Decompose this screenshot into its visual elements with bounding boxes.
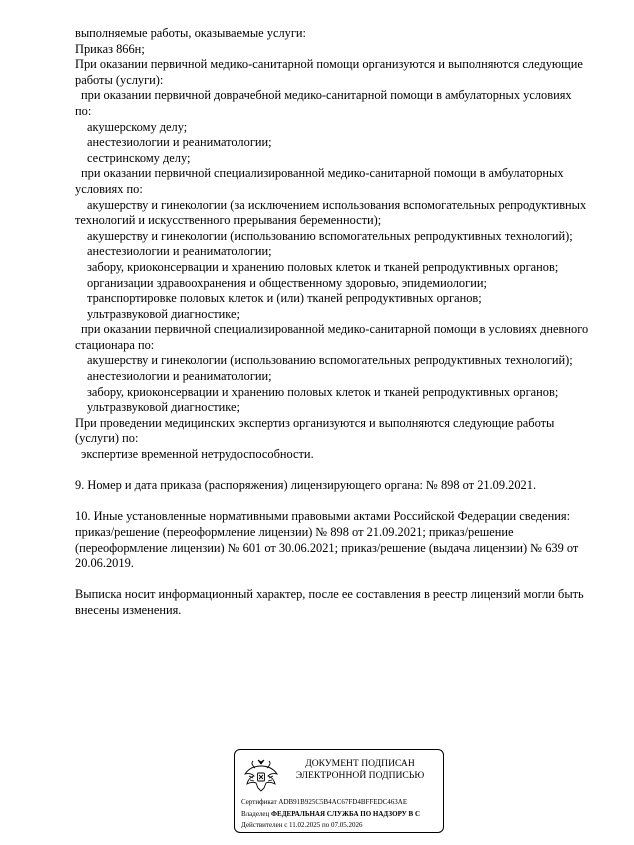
text-line: внесены изменения. (75, 602, 182, 617)
stamp-title-line2: ЭЛЕКТРОННОЙ ПОДПИСЬЮ (295, 770, 425, 781)
text-line: выполняемые работы, оказываемые услуги: (75, 26, 307, 40)
stamp-validity: Действителен с 11.02.2025 по 07.05.2026 (241, 821, 363, 829)
text-line: при оказании первичной специализированной медико-санитарной помощи в амбулаторных (81, 166, 564, 181)
stamp-owner (241, 809, 441, 821)
document-body (75, 26, 605, 619)
text-line: акушерскому делу; (87, 119, 188, 134)
text-line: акушерству и гинекологии (за исключением использования вспомогательных репродуктивных (87, 197, 587, 212)
text-line: работы (услуги): (75, 72, 164, 87)
text-line: 9. Номер и дата приказа (распоряжения) лицензирующего органа: № 898 от 21.09.2021. (75, 478, 537, 493)
text-line: ультразвуковой диагностике; (87, 306, 240, 321)
text-line: (услуги) по: (75, 431, 139, 446)
stamp-details (241, 797, 441, 832)
text-line: сестринскому делу; (87, 150, 191, 165)
blank-line (75, 572, 605, 588)
stamp-owner-name: ФЕДЕРАЛЬНАЯ СЛУЖБА ПО НАДЗОРУ В С (271, 809, 421, 818)
coat-of-arms-icon (241, 756, 281, 796)
text-line: 10. Иные установленные нормативными правовыми актами Российской Федерации сведения: (75, 509, 571, 524)
text-line: забору, криоконсервации и хранению половых клеток и тканей репродуктивных органов; (87, 259, 559, 274)
text-line: При проведении медицинских экспертиз организуются и выполняются следующие работы (75, 415, 555, 430)
text-line: анестезиологии и реаниматологии; (87, 135, 272, 150)
text-line: забору, криоконсервации и хранению половых клеток и тканей репродуктивных органов; (87, 384, 559, 399)
text-line: анестезиологии и реаниматологии; (87, 369, 272, 384)
text-line: по: (75, 103, 92, 118)
text-line: При оказании первичной медико-санитарной помощи организуются и выполняются следующие (75, 57, 583, 72)
text-line: транспортировке половых клеток и (или) тканей репродуктивных органов; (87, 291, 482, 306)
electronic-signature-stamp (234, 749, 444, 833)
text-line: технологий и искусственного прерывания беременности); (75, 213, 382, 228)
blank-line (75, 463, 605, 479)
stamp-title (285, 758, 435, 782)
stamp-owner-label: Владелец (241, 809, 270, 818)
text-line: стационара по: (75, 337, 155, 352)
text-line: Выписка носит информационный характер, после ее составления в реестр лицензий могли быть (75, 587, 584, 602)
text-line: ультразвуковой диагностике; (87, 400, 240, 415)
text-line: экспертизе временной нетрудоспособности. (81, 447, 314, 462)
text-line: организации здравоохранения и общественному здоровью, эпидемиологии; (87, 275, 487, 290)
blank-line (75, 494, 605, 510)
stamp-title-line1: ДОКУМЕНТ ПОДПИСАН (305, 758, 415, 769)
text-line: акушерству и гинекологии (использованию вспомогательных репродуктивных технологий); (87, 228, 573, 243)
text-line: Приказ 866н; (75, 41, 145, 56)
text-line: при оказании первичной доврачебной медико-санитарной помощи в амбулаторных условиях (81, 88, 572, 103)
text-line: 20.06.2019. (75, 556, 134, 571)
text-line: акушерству и гинекологии (использованию вспомогательных репродуктивных технологий); (87, 353, 573, 368)
text-line: приказ/решение (переоформление лицензии) № 898 от 21.09.2021; приказ/решение (75, 525, 514, 539)
text-line: условиях по: (75, 181, 143, 196)
text-line: анестезиологии и реаниматологии; (87, 244, 272, 259)
text-line: (переоформление лицензии) № 601 от 30.06.2021; приказ/решение (выдача лицензии) № 639 от (75, 540, 579, 555)
stamp-certificate: Сертификат ADB91B925C5B4AC67FD4BFFEDC463AE (241, 798, 408, 806)
text-line: при оказании первичной специализированной медико-санитарной помощи в условиях дневного (81, 322, 589, 337)
